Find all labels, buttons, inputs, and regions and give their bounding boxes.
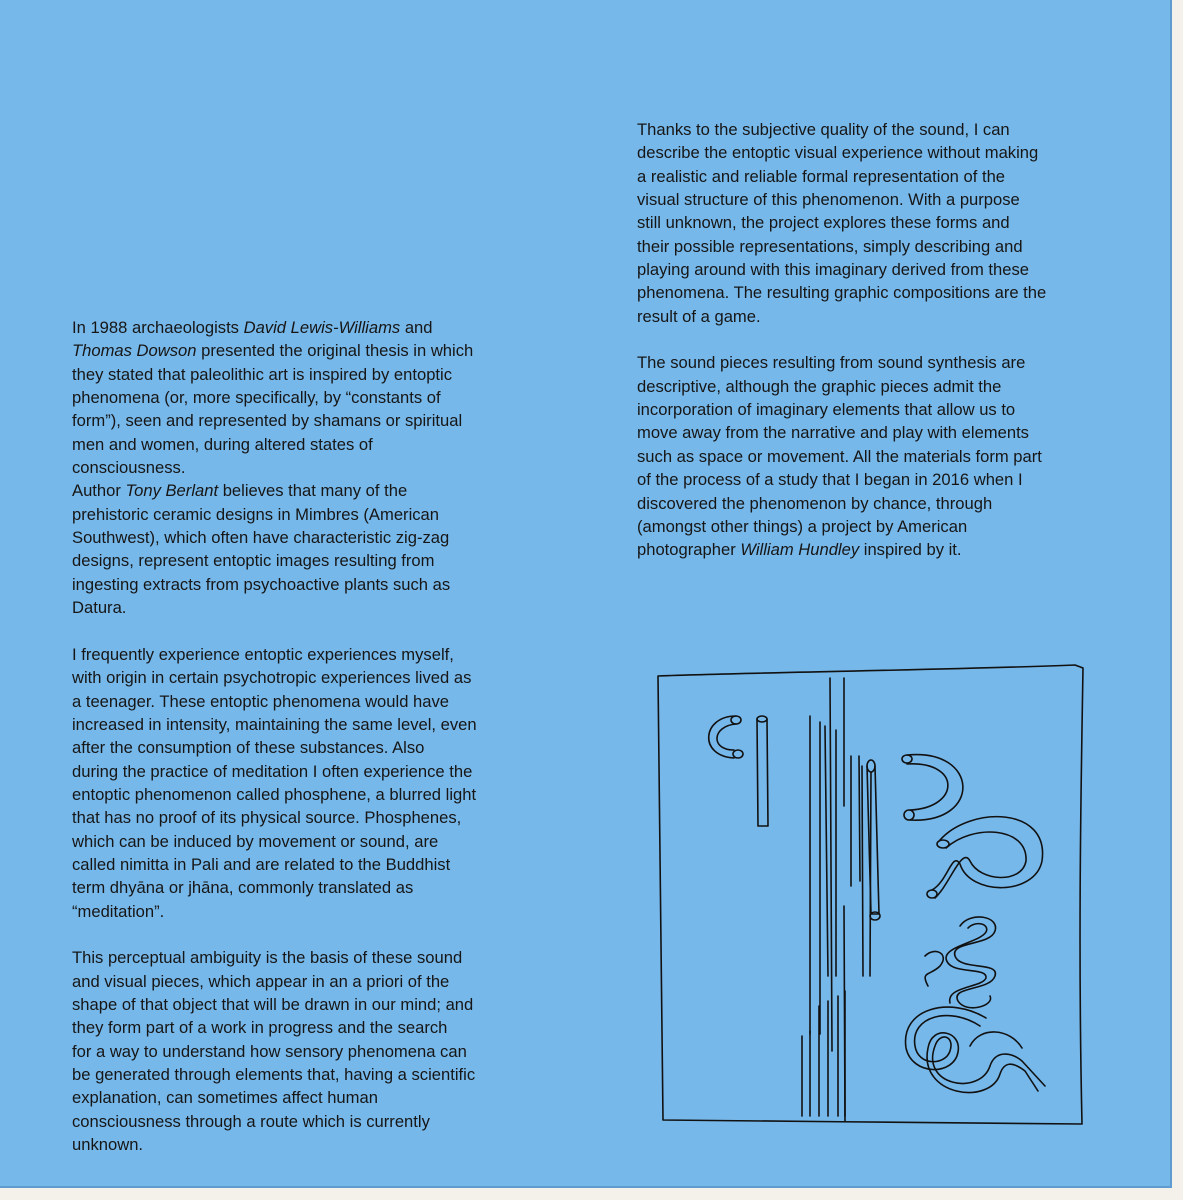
paragraph-perceptual-ambiguity: This perceptual ambiguity is the basis of these sound and visual pieces, which appear in an a priori of the shape of that object that will be drawn in our mind; and they form part of a work in progress and the search for a way to understand how sensory phenomena can be generated through elements that, having a scientific explanation, can sometimes affect human consciousness through a route which is currently unknown. [72, 948, 476, 1155]
entoptic-line-drawing [650, 656, 1100, 1126]
squiggle-shape [955, 917, 996, 1008]
tube-shape [867, 766, 879, 914]
author-name: David Lewis-Williams [243, 318, 401, 337]
ampersand-shape [906, 1007, 1038, 1092]
divider-line [830, 678, 832, 1051]
bar-shape [810, 716, 820, 1034]
bar-shape [851, 756, 860, 886]
ampersand-shape [970, 1032, 1022, 1048]
author-name: Tony Berlant [125, 481, 219, 501]
author-name: William Hundley [740, 540, 860, 560]
right-text-column [637, 118, 1112, 562]
paragraph-subjective-sound: Thanks to the subjective quality of the sound, I can describe the entoptic visual experience without making a realistic and reliable formal representation of the visual structure of this phenomenon. With a purpose still unknown, the project explores these forms and their possible representations, simply describing and playing around with this imaginary derived from these phenomena. The resulting graphic compositions are the result of a game. [637, 120, 1047, 326]
paragraph-lewis-williams: In 1988 archaeologists David Lewis-Williams and Thomas Dowson presented the original thesis in which they stated that paleolithic art is inspired by entoptic phenomena (or, more specifically, by “constants of form”), seen and represented by shamans or spiritual men and women, during altered states of consciousness. Author Tony Berlant believes that many of the prehistoric ceramic designs in Mimbres (American Southwest), which often have characteristic zig-zag designs, represent entoptic images resulting from ingesting extracts from psychoactive plants such as Datura. [72, 318, 474, 618]
tube-shape [757, 719, 768, 826]
paragraph-sound-pieces: The sound pieces resulting from sound synthesis are descriptive, although the graphic pieces admit the incorporation of imaginary elements that allow us to move away from the narrative and play with elements such as space or movement. All the materials form part of the process of a study that I began in 2016 when I discovered the phenomenon by chance, through (amongst other things) a project by American photographer William Hundley inspired by it. [637, 353, 1042, 560]
paragraph-personal-experience: I frequently experience entoptic experiences myself, with origin in certain psychotropic experiences lived as a teenager. These entoptic phenomena would have increased in intensity, maintaining the same level, even after the consumption of these substances. Also during the practice of meditation I often experience the entoptic phenomenon called phosphene, a blurred light that has no proof of its physical source. Phosphenes, which can be induced by movement or sound, are called nimitta in Pali and are related to the Buddhist term dhyāna or jhāna, commonly translated as “meditation”. [72, 644, 477, 921]
horseshoe-shape [907, 764, 948, 810]
entoptic-drawing-svg [650, 656, 1100, 1126]
squiggle-shape [925, 951, 943, 986]
left-text-column [72, 316, 542, 1156]
ampersand-shape [915, 1016, 1045, 1086]
author-name: Thomas Dowson [72, 341, 197, 361]
tube-shape [717, 724, 736, 750]
bar-shape [802, 1031, 810, 1116]
